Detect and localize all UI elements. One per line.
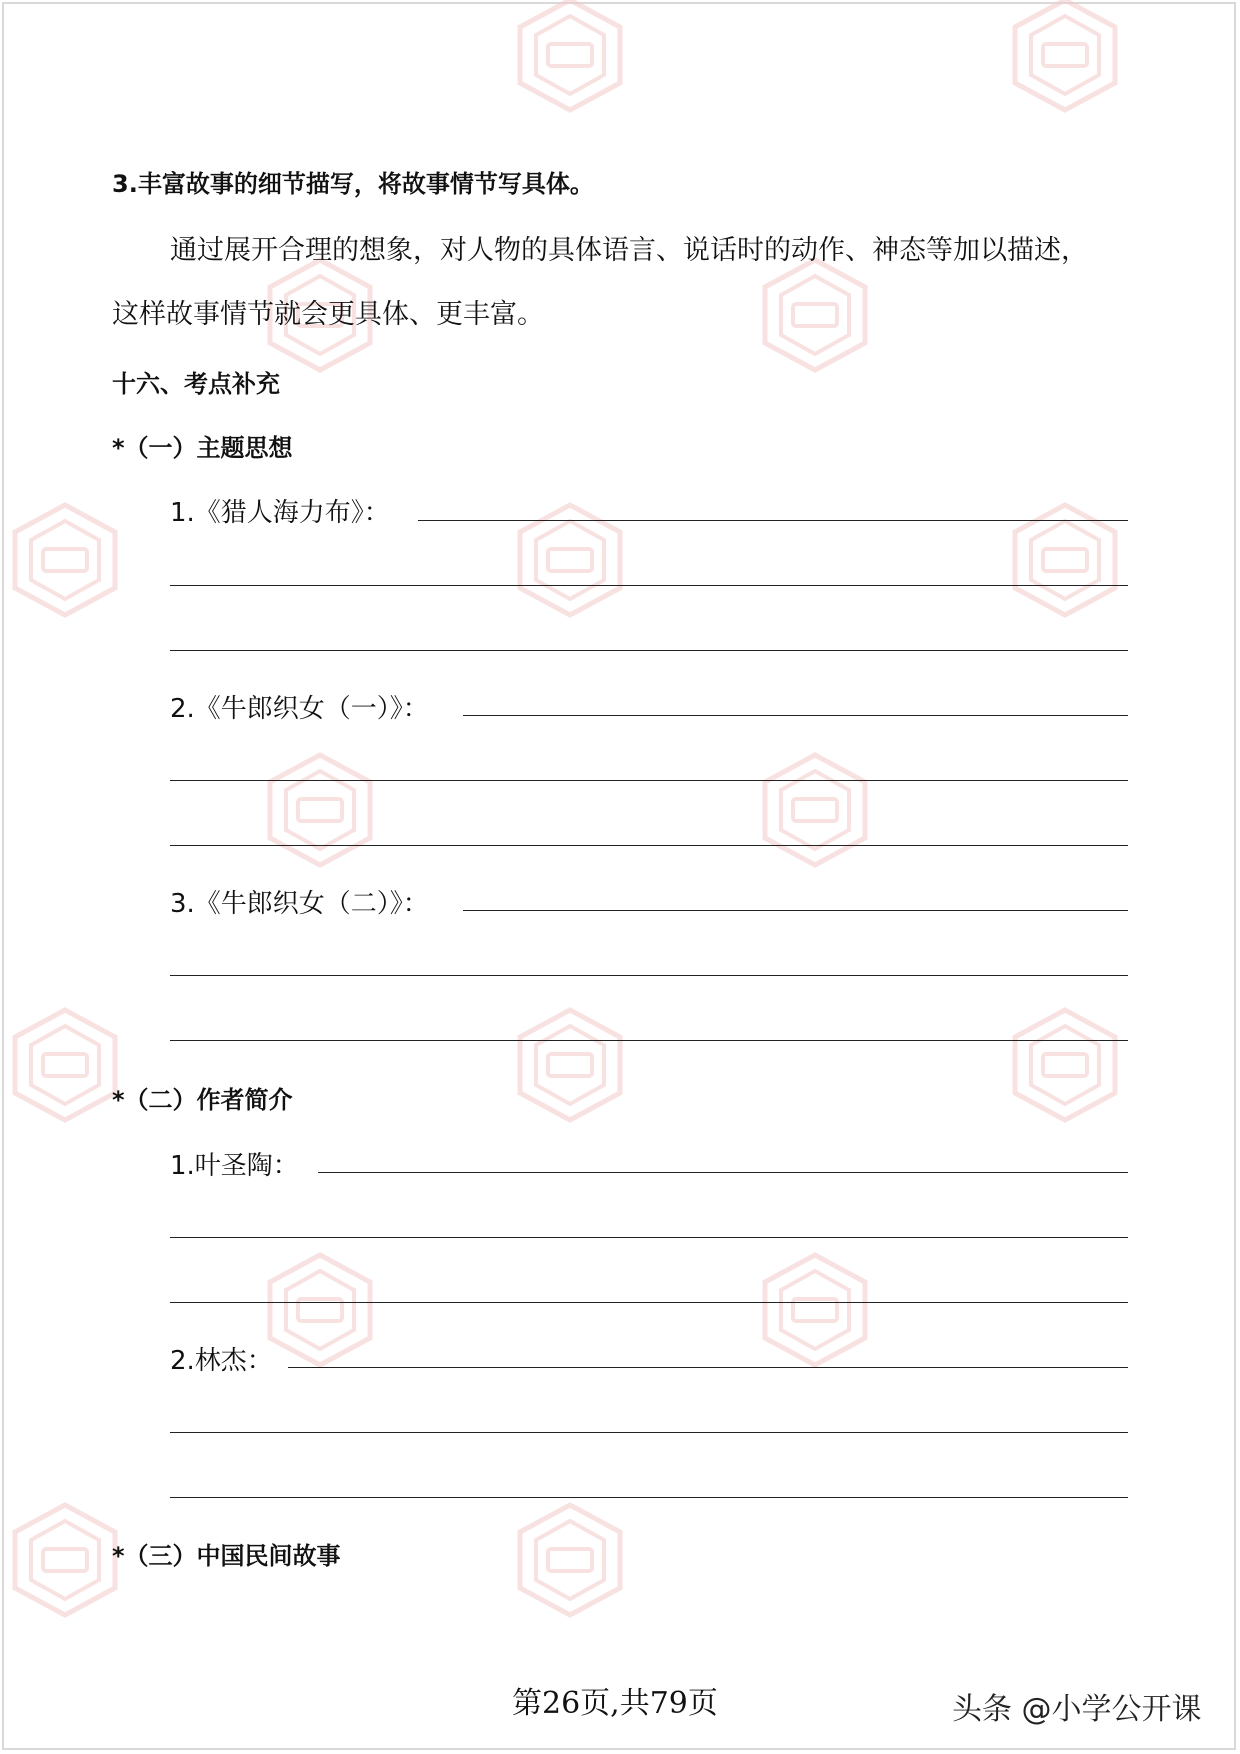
hexagon-watermark-icon: [1011, 1006, 1119, 1124]
question-label: 1.叶圣陶：: [170, 1151, 299, 1181]
answer-line[interactable]: [170, 780, 1128, 781]
hexagon-watermark-icon: [1011, 501, 1119, 619]
answer-line[interactable]: [170, 1040, 1128, 1041]
answer-line[interactable]: [170, 845, 1128, 846]
paragraph-line-2: 这样故事情节就会更具体、更丰富。: [112, 299, 544, 330]
question-label: 2.林杰：: [170, 1346, 273, 1376]
page-number: 第26页,共79页: [512, 1686, 718, 1721]
question-label: 3.《牛郎织女（二）》：: [170, 889, 429, 919]
hexagon-watermark-icon: [11, 1501, 119, 1619]
hexagon-watermark-icon: [761, 1251, 869, 1369]
paragraph-line-1: 通过展开合理的想象，对人物的具体语言、说话时的动作、神态等加以描述，: [170, 235, 1088, 266]
hexagon-watermark-icon: [516, 0, 624, 114]
hexagon-watermark-icon: [11, 501, 119, 619]
section-3-heading: 3.丰富故事的细节描写，将故事情节写具体。: [112, 170, 594, 198]
question-label: 2.《牛郎织女（一）》：: [170, 694, 429, 724]
answer-line[interactable]: [170, 975, 1128, 976]
question-label: 1.《猎人海力布》：: [170, 498, 390, 528]
answer-line[interactable]: [170, 585, 1128, 586]
answer-line[interactable]: [170, 1432, 1128, 1433]
hexagon-watermark-icon: [516, 1006, 624, 1124]
part-3-heading: *（三）中国民间故事: [112, 1542, 341, 1570]
hexagon-watermark-icon: [516, 1501, 624, 1619]
hexagon-watermark-icon: [266, 751, 374, 869]
hexagon-watermark-icon: [516, 501, 624, 619]
hexagon-watermark-icon: [266, 1251, 374, 1369]
part-2-heading: *（二）作者简介: [112, 1086, 293, 1114]
hexagon-watermark-icon: [761, 256, 869, 374]
answer-line[interactable]: [463, 715, 1128, 716]
source-credit: 头条 @小学公开课: [952, 1692, 1202, 1727]
part-1-heading: *（一）主题思想: [112, 434, 293, 462]
answer-line[interactable]: [170, 650, 1128, 651]
answer-line[interactable]: [418, 520, 1128, 521]
answer-line[interactable]: [170, 1302, 1128, 1303]
hexagon-watermark-icon: [1011, 0, 1119, 114]
answer-line[interactable]: [318, 1172, 1128, 1173]
hexagon-watermark-icon: [11, 1006, 119, 1124]
answer-line[interactable]: [288, 1367, 1128, 1368]
hexagon-watermark-icon: [761, 751, 869, 869]
answer-line[interactable]: [170, 1497, 1128, 1498]
answer-line[interactable]: [170, 1237, 1128, 1238]
section-16-heading: 十六、考点补充: [112, 370, 280, 398]
answer-line[interactable]: [463, 910, 1128, 911]
